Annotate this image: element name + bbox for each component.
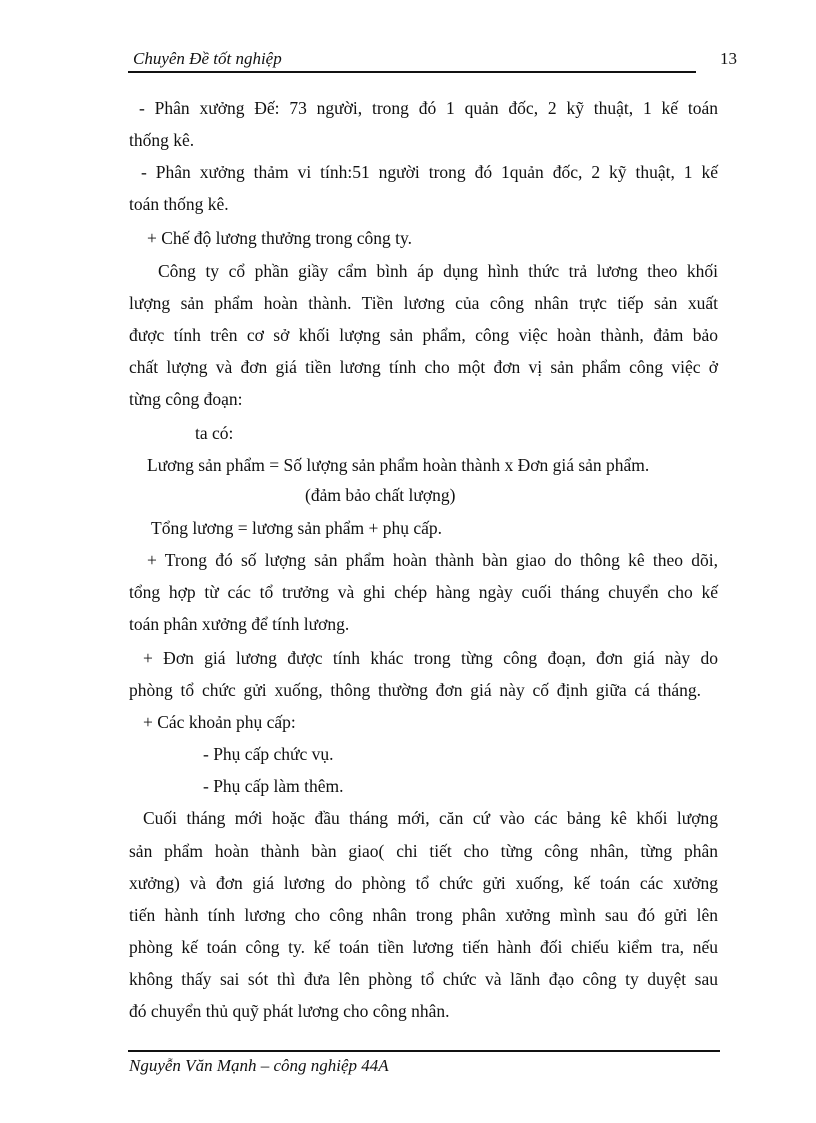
formula-line: Tổng lương = lương sản phẩm + phụ cấp. [151, 518, 442, 538]
body-line: từng công đoạn: [129, 389, 243, 409]
footer-author: Nguyễn Văn Mạnh – công nghiệp 44A [129, 1056, 389, 1075]
body-line: thống kê. [129, 130, 195, 150]
body-line: tổng hợp từ các tổ trưởng và ghi chép hàng ngày cuối tháng chuyển cho kế [129, 582, 718, 602]
body-line: được tính trên cơ sở khối lượng sản phẩm, công việc hoàn thành, đảm bảo [129, 325, 718, 345]
body-line: xưởng) và đơn giá lương do phòng tổ chức gửi xuống, kế toán các xưởng [129, 873, 718, 893]
list-item: - Phụ cấp làm thêm. [203, 776, 344, 796]
footer-rule [128, 1050, 720, 1052]
list-item: - Phụ cấp chức vụ. [203, 744, 334, 764]
body-line: phòng tổ chức gửi xuống, thông thường đơn giá này cố định giữa cá tháng. [129, 680, 701, 700]
body-line: + Các khoản phụ cấp: [143, 712, 296, 732]
body-line: sản phẩm hoàn thành bàn giao( chi tiết cho từng công nhân, từng phân [129, 841, 718, 861]
body-line: ta có: [195, 423, 234, 443]
header-title: Chuyên Đề tốt nghiệp [133, 49, 282, 68]
body-line: tiến hành tính lương cho công nhân trong phân xưởng mình sau đó gửi lên [129, 905, 718, 925]
formula-line: Lương sản phẩm = Số lượng sản phẩm hoàn thành x Đơn giá sản phẩm. [147, 455, 650, 475]
header-rule [128, 71, 696, 73]
formula-note: (đảm bảo chất lượng) [305, 485, 456, 505]
body-line: Cuối tháng mới hoặc đầu tháng mới, căn cứ vào các bảng kê khối lượng [143, 808, 718, 828]
body-line: - Phân xưởng thảm vi tính:51 người trong đó 1quản đốc, 2 kỹ thuật, 1 kế [141, 162, 718, 182]
body-line: + Trong đó số lượng sản phẩm hoàn thành bàn giao do thông kê theo dõi, [147, 550, 718, 570]
body-line: toán thống kê. [129, 194, 229, 214]
body-line: + Chế độ lương thưởng trong công ty. [147, 228, 412, 248]
body-line: toán phân xưởng để tính lương. [129, 614, 350, 634]
body-line: không thấy sai sót thì đưa lên phòng tổ chức và lãnh đạo công ty duyệt sau [129, 969, 718, 989]
body-line: lượng sản phẩm hoàn thành. Tiền lương của công nhân trực tiếp sản xuất [129, 293, 718, 313]
body-line: chất lượng và đơn giá tiền lương tính cho một đơn vị sản phẩm công việc ở [129, 357, 718, 377]
page-number: 13 [720, 49, 737, 68]
body-line: - Phân xưởng Đế: 73 người, trong đó 1 quản đốc, 2 kỹ thuật, 1 kế toán [139, 98, 718, 118]
body-line: đó chuyển thủ quỹ phát lương cho công nhân. [129, 1001, 450, 1021]
body-line: Công ty cổ phần giầy cẩm bình áp dụng hình thức trả lương theo khối [158, 261, 718, 281]
body-line: phòng kế toán công ty. kế toán tiền lương tiến hành đối chiếu kiểm tra, nếu [129, 937, 718, 957]
body-line: + Đơn giá lương được tính khác trong từng công đoạn, đơn giá này do [143, 648, 718, 668]
